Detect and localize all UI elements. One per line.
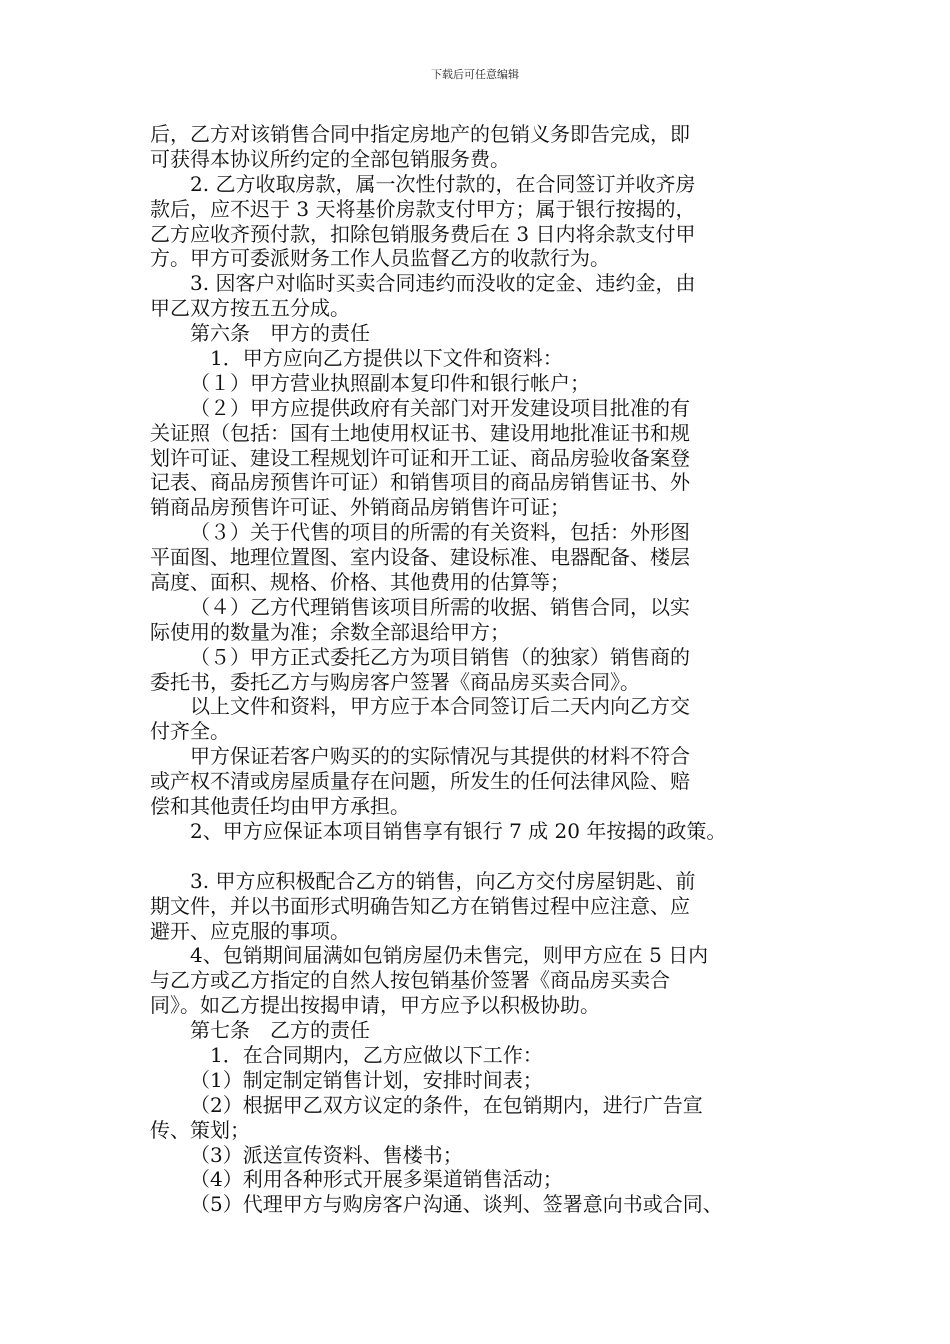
text-line: （４）乙方代理销售该项目所需的收据、销售合同，以实 (190, 594, 690, 619)
text-line: 际使用的数量为准；余数全部退给甲方； (150, 619, 510, 644)
text-line: 款后，应不迟于 3 天将基价房款支付甲方；属于银行按揭的， (150, 196, 696, 221)
text-line: 关证照（包括：国有土地使用权证书、建设用地批准证书和规 (150, 420, 690, 445)
text-line: 乙方应收齐预付款，扣除包销服务费后在 3 日内将余款支付甲 (150, 221, 696, 246)
text-line: 4、包销期间届满如包销房屋仍未售完，则甲方应在 5 日内 (190, 943, 709, 968)
document-body (150, 122, 810, 1217)
text-line: 传、策划； (150, 1117, 250, 1142)
text-line: （５）甲方正式委托乙方为项目销售（的独家）销售商的 (190, 644, 690, 669)
text-line: 方。甲方可委派财务工作人员监督乙方的收款行为。 (150, 246, 610, 271)
text-line: 可获得本协议所约定的全部包销服务费。 (150, 146, 510, 171)
text-line: （3）派送宣传资料、售楼书； (190, 1142, 463, 1167)
text-line: 期文件，并以书面形式明确告知乙方在销售过程中应注意、应 (150, 893, 690, 918)
text-line: 委托书，委托乙方与购房客户签署《商品房买卖合同》。 (150, 669, 640, 694)
text-line: 3. 因客户对临时买卖合同违约而没收的定金、违约金，由 (190, 271, 696, 296)
text-line: 以上文件和资料，甲方应于本合同签订后二天内向乙方交 (190, 694, 690, 719)
text-line: 同》。如乙方提出按揭申请，甲方应予以积极协助。 (150, 993, 600, 1018)
blank-line (150, 844, 810, 869)
text-line: 付齐全。 (150, 719, 230, 744)
text-line: 与乙方或乙方指定的自然人按包销基价签署《商品房买卖合 (150, 968, 670, 993)
text-line: 甲方保证若客户购买的的实际情况与其提供的材料不符合 (190, 744, 690, 769)
text-line: 平面图、地理位置图、室内设备、建设标准、电器配备、楼层 (150, 545, 690, 570)
text-line: 1．在合同期内，乙方应做以下工作： (210, 1042, 543, 1067)
text-line: 后，乙方对该销售合同中指定房地产的包销义务即告完成，即 (150, 122, 690, 146)
text-line: 甲乙双方按五五分成。 (150, 296, 350, 321)
text-line: 记表、商品房预售许可证）和销售项目的商品房销售证书、外 (150, 470, 690, 495)
text-line: （4）利用各种形式开展多渠道销售活动； (190, 1167, 563, 1192)
section-heading: 第六条 甲方的责任 (190, 321, 370, 346)
text-line: 3. 甲方应积极配合乙方的销售，向乙方交付房屋钥匙、前 (190, 868, 696, 893)
page-header: 下载后可任意编辑 (431, 68, 519, 81)
text-line: 高度、面积、规格、价格、其他费用的估算等； (150, 570, 570, 595)
section-heading: 第七条 乙方的责任 (190, 1018, 370, 1043)
text-line: 划许可证、建设工程规划许可证和开工证、商品房验收备案登 (150, 445, 690, 470)
text-line: 或产权不清或房屋质量存在问题，所发生的任何法律风险、赔 (150, 769, 690, 794)
text-line: 2. 乙方收取房款，属一次性付款的，在合同签订并收齐房 (190, 171, 696, 196)
text-line: 2、甲方应保证本项目销售享有银行 7 成 20 年按揭的政策。 (190, 818, 727, 843)
text-line: 销商品房预售许可证、外销商品房销售许可证； (150, 495, 570, 520)
text-line: 1．甲方应向乙方提供以下文件和资料： (210, 346, 563, 371)
text-line: （１）甲方营业执照副本复印件和银行帐户； (190, 370, 590, 395)
text-line: （1）制定制定销售计划，安排时间表； (190, 1067, 543, 1092)
text-line: （2）根据甲乙双方议定的条件，在包销期内，进行广告宣 (190, 1092, 703, 1117)
text-line: 偿和其他责任均由甲方承担。 (150, 794, 410, 819)
text-line: （３）关于代售的项目的所需的有关资料，包括：外形图 (190, 520, 690, 545)
text-line: （5）代理甲方与购房客户沟通、谈判、签署意向书或合同、 (190, 1192, 723, 1217)
text-line: 避开、应克服的事项。 (150, 918, 350, 943)
text-line: （２）甲方应提供政府有关部门对开发建设项目批准的有 (190, 395, 690, 420)
